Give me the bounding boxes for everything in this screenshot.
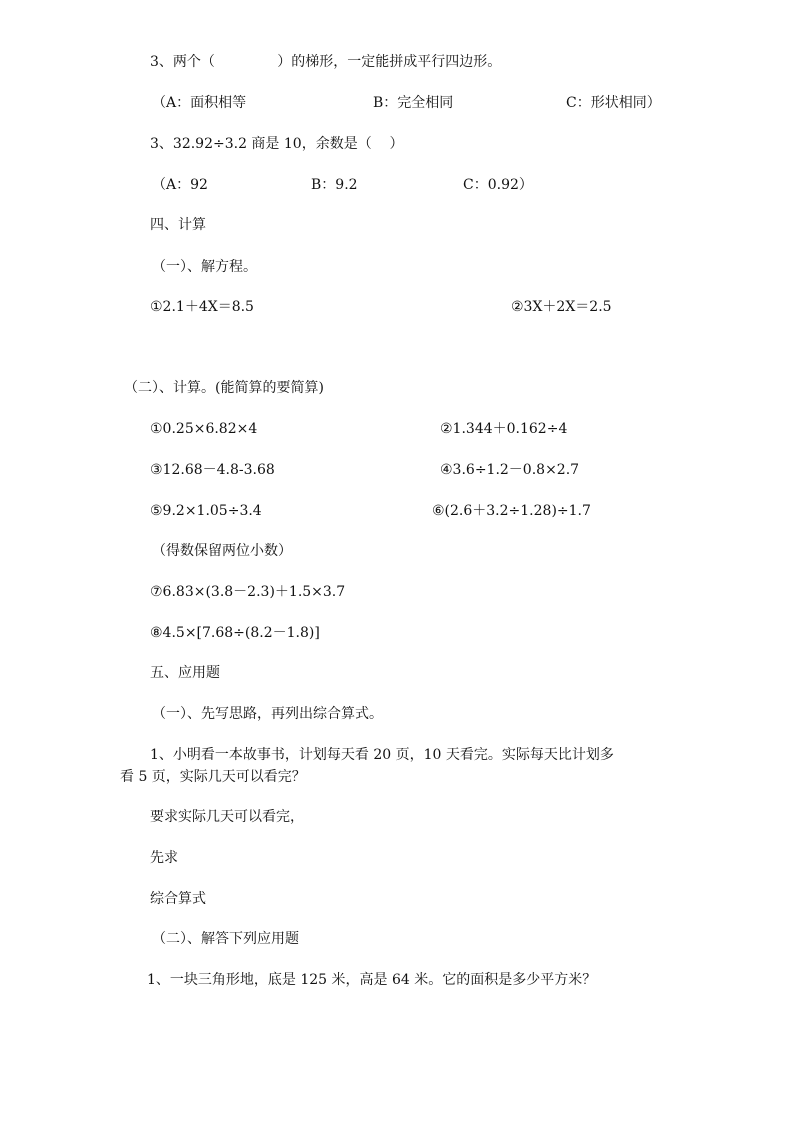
calc-item-8: ⑧4.5×[7.68÷(8.2－1.8)] [150,625,320,641]
section-4-heading: 四、计算 [150,217,206,233]
calc-item-7: ⑦6.83×(3.8－2.3)＋1.5×3.7 [150,584,346,600]
solution-step-1: 要求实际几天可以看完， [150,809,304,825]
calc-item-6: ⑥(2.6＋3.2÷1.28)÷1.7 [432,503,591,519]
equation-1: ①2.1＋4X＝8.5 [150,299,254,315]
section-4-sub2-heading: （二）、计算。(能简算的要简算) [124,380,324,396]
word-problem-1-line-2: 看 5 页，实际几天可以看完？ [120,769,306,785]
solution-step-2: 先求 [150,850,178,866]
calc-item-3: ③12.68－4.8-3.68 [150,462,275,478]
section-4-sub1-heading: （一）、解方程。 [152,259,257,275]
word-problem-2: 1、一块三角形地，底是 125 米，高是 64 米。它的面积是多少平方米？ [147,972,597,988]
rounding-note: （得数保留两位小数） [152,543,292,559]
question-3b-option-c: C：0.92） [463,177,533,193]
calc-item-2: ②1.344＋0.162÷4 [440,421,568,437]
question-3-option-b: B：完全相同 [373,95,454,111]
calc-item-1: ①0.25×6.82×4 [150,421,258,437]
question-3-option-a: （A：面积相等 [152,95,247,111]
question-3-division: 3、32.92÷3.2 商是 10，余数是（ ） [150,136,404,152]
section-5-sub1-heading: （一）、先写思路，再列出综合算式。 [152,706,383,722]
question-3b-option-a: （A：92 [152,177,208,193]
question-3-option-c: C：形状相同） [566,95,661,111]
question-3-trapezoid: 3、两个（ ）的梯形，一定能拼成平行四边形。 [150,54,502,70]
section-5-heading: 五、应用题 [150,665,220,681]
equation-2: ②3X＋2X＝2.5 [511,299,612,315]
word-problem-1-line-1: 1、小明看一本故事书，计划每天看 20 页，10 天看完。实际每天比计划多 [150,747,614,763]
calc-item-4: ④3.6÷1.2－0.8×2.7 [440,462,580,478]
solution-step-3: 综合算式 [150,891,206,907]
calc-item-5: ⑤9.2×1.05÷3.4 [150,503,262,519]
section-5-sub2-heading: （二）、解答下列应用题 [152,931,299,947]
question-3b-option-b: B：9.2 [311,177,358,193]
